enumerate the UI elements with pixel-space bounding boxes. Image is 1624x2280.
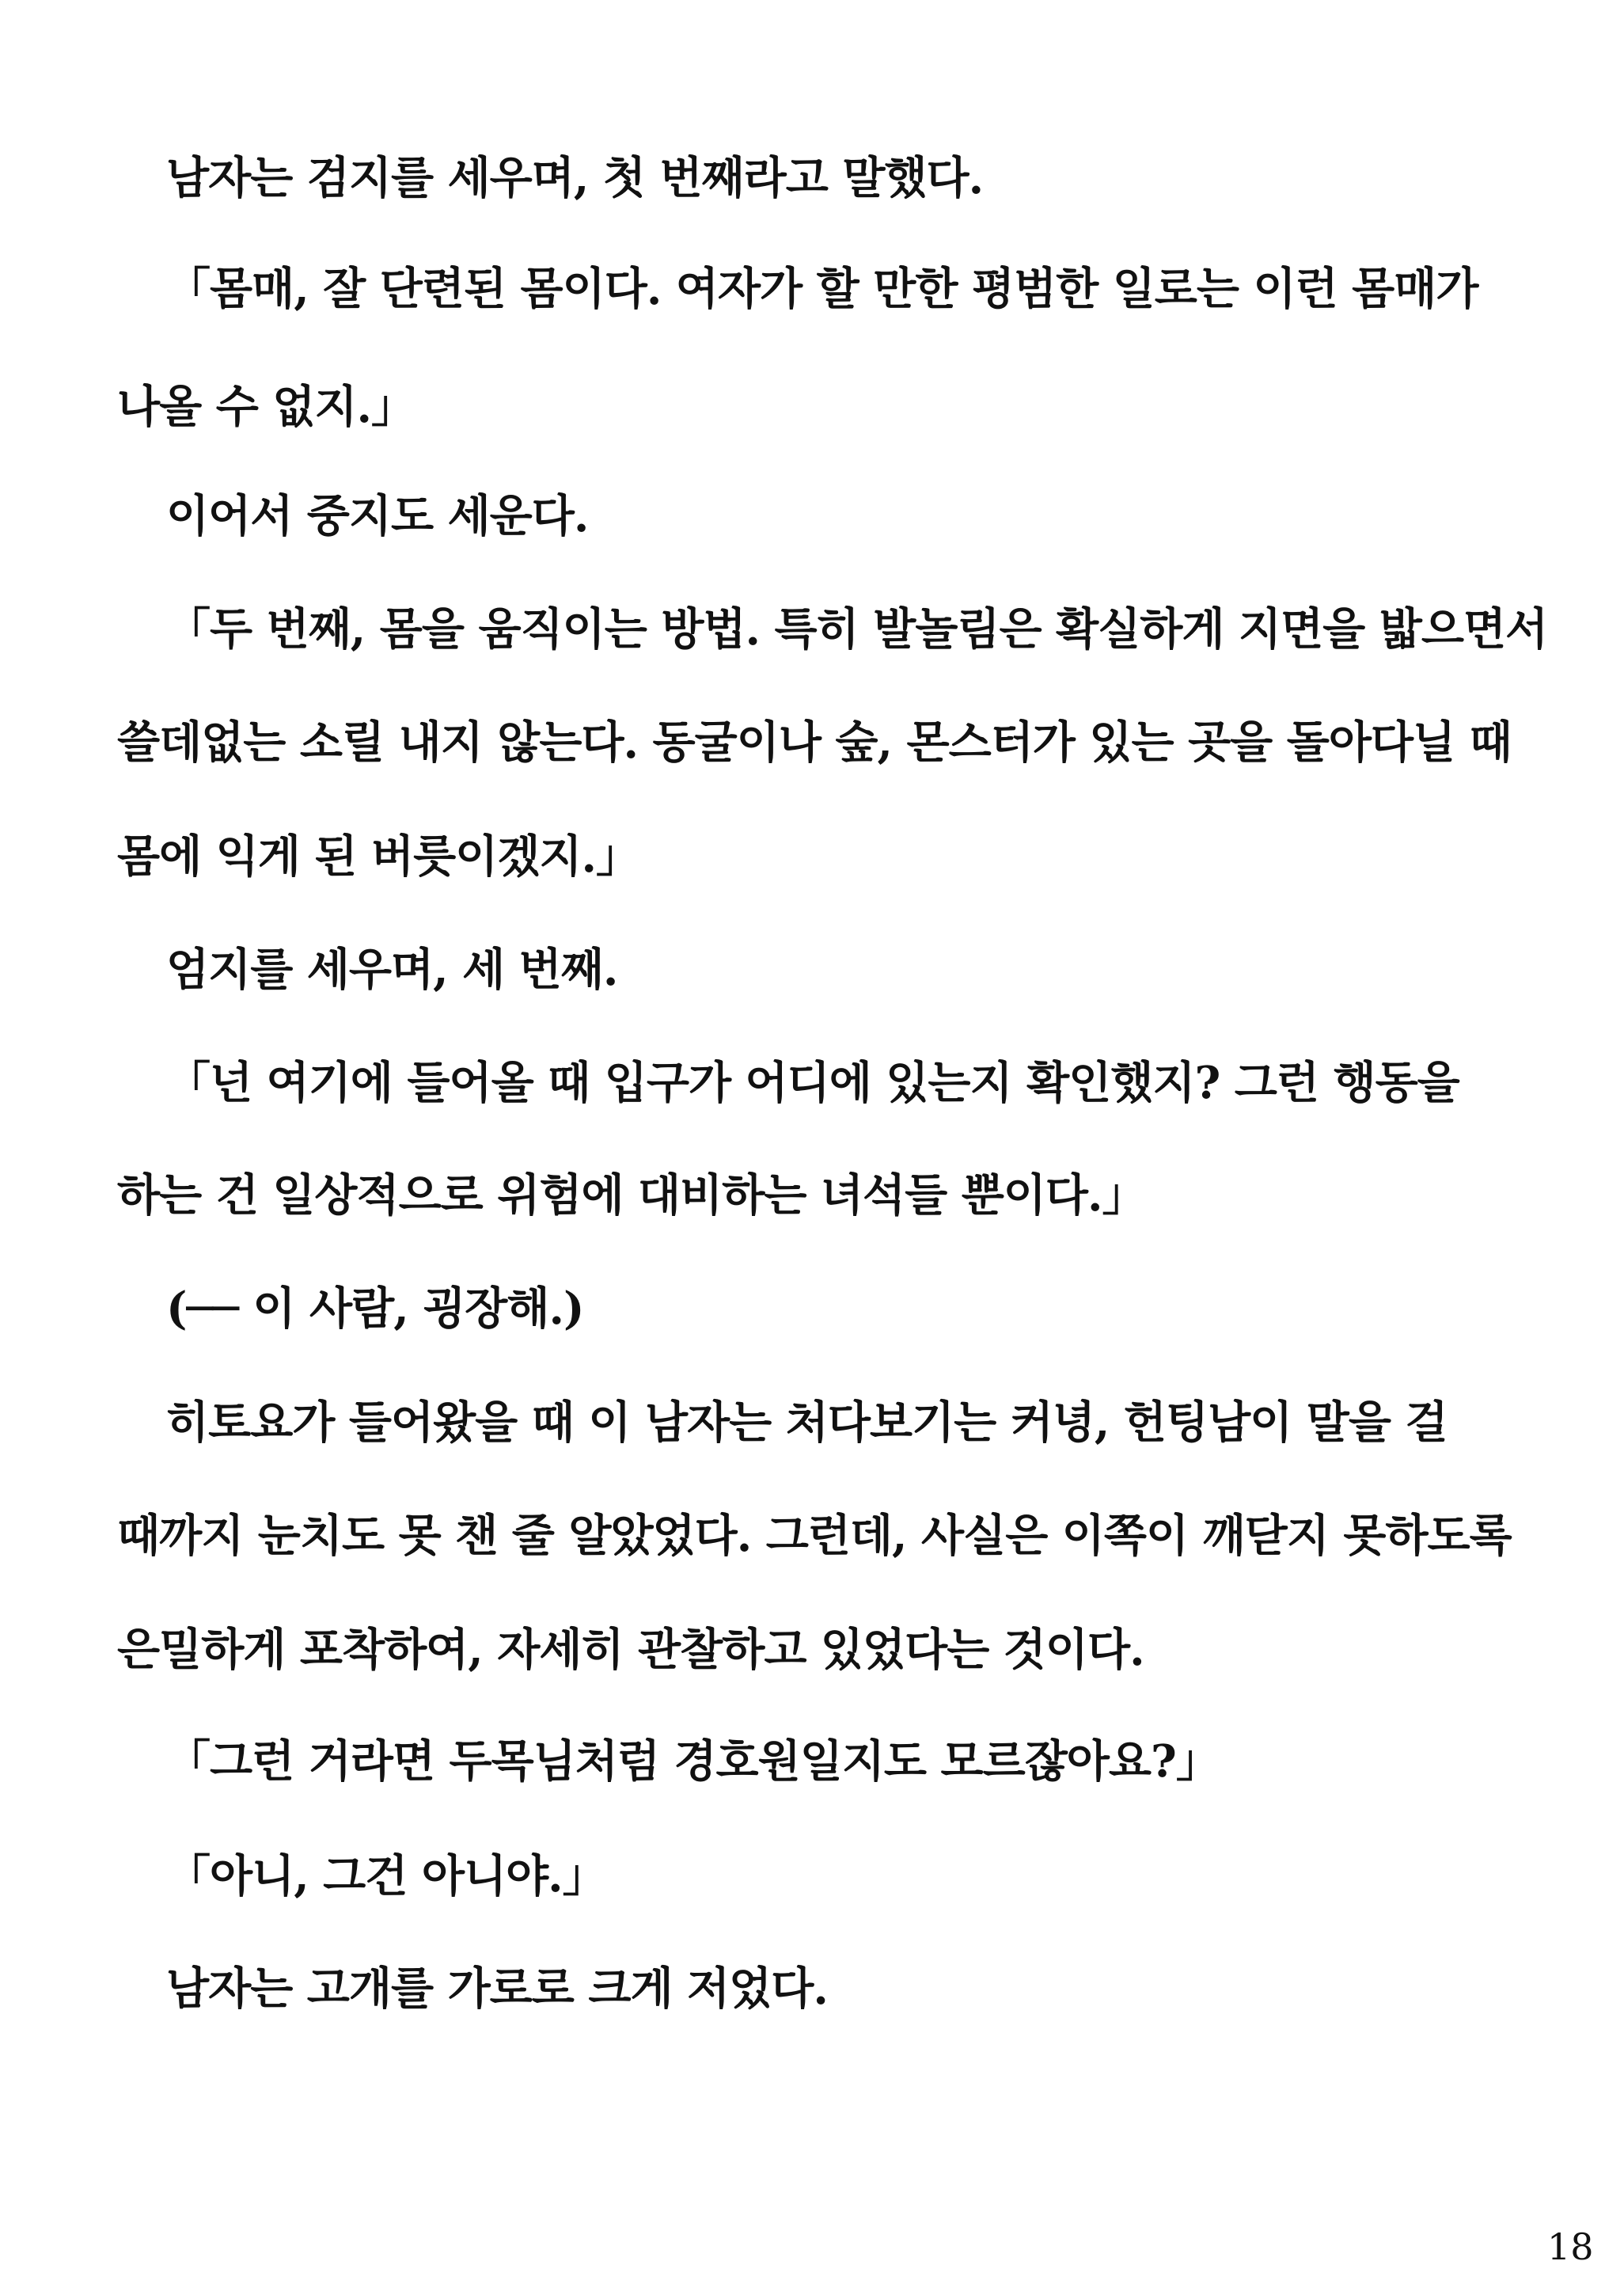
paragraph-line: 이어서 중지도 세운다. <box>166 490 589 542</box>
paragraph-line: 남자는 검지를 세우며, 첫 번째라고 말했다. <box>166 152 984 204</box>
paragraph-line: 히토요가 들어왔을 때 이 남자는 처다보기는 커녕, 헌팅남이 말을 걸 <box>166 1396 1448 1449</box>
paragraph-line: 나올 수 없지.」 <box>117 381 415 433</box>
paragraph-line: 은밀하게 포착하여, 자세히 관찰하고 있었다는 것이다. <box>117 1624 1144 1676</box>
paragraph-line: 「그런 거라면 두목님처럼 경호원일지도 모르잖아요?」 <box>166 1735 1220 1788</box>
paragraph-line: 때까지 눈치도 못 챈 줄 알았었다. 그런데, 사실은 이쪽이 깨닫지 못하도록 <box>117 1510 1512 1562</box>
paragraph-line: 「몸매, 잘 단련된 몸이다. 여자가 할 만한 평범한 일로는 이런 몸매가 <box>166 263 1478 315</box>
paragraph-line: 남자는 고개를 가로로 크게 저었다. <box>166 1963 828 2015</box>
paragraph-line: 「두 번째, 몸을 움직이는 방법. 특히 발놀림은 확실하게 지면을 밟으면서 <box>166 603 1548 656</box>
paragraph-line: 쓸데없는 소릴 내지 않는다. 동굴이나 숲, 몬스터가 있는 곳을 돌아다닐 때 <box>117 716 1512 769</box>
paragraph-line: (── 이 사람, 굉장해.) <box>166 1282 584 1335</box>
page-number: 18 <box>1547 2225 1594 2268</box>
paragraph-line: 하는 건 일상적으로 위험에 대비하는 녀석들 뿐이다.」 <box>117 1169 1146 1222</box>
paragraph-line: 「넌 여기에 들어올 때 입구가 어디에 있는지 확인했지? 그런 행동을 <box>166 1057 1459 1109</box>
paragraph-line: 몸에 익게 된 버릇이겠지.」 <box>117 830 639 883</box>
paragraph-line: 「아니, 그건 아니야.」 <box>166 1850 606 1902</box>
paragraph-line: 엄지를 세우며, 세 번째. <box>166 944 618 996</box>
